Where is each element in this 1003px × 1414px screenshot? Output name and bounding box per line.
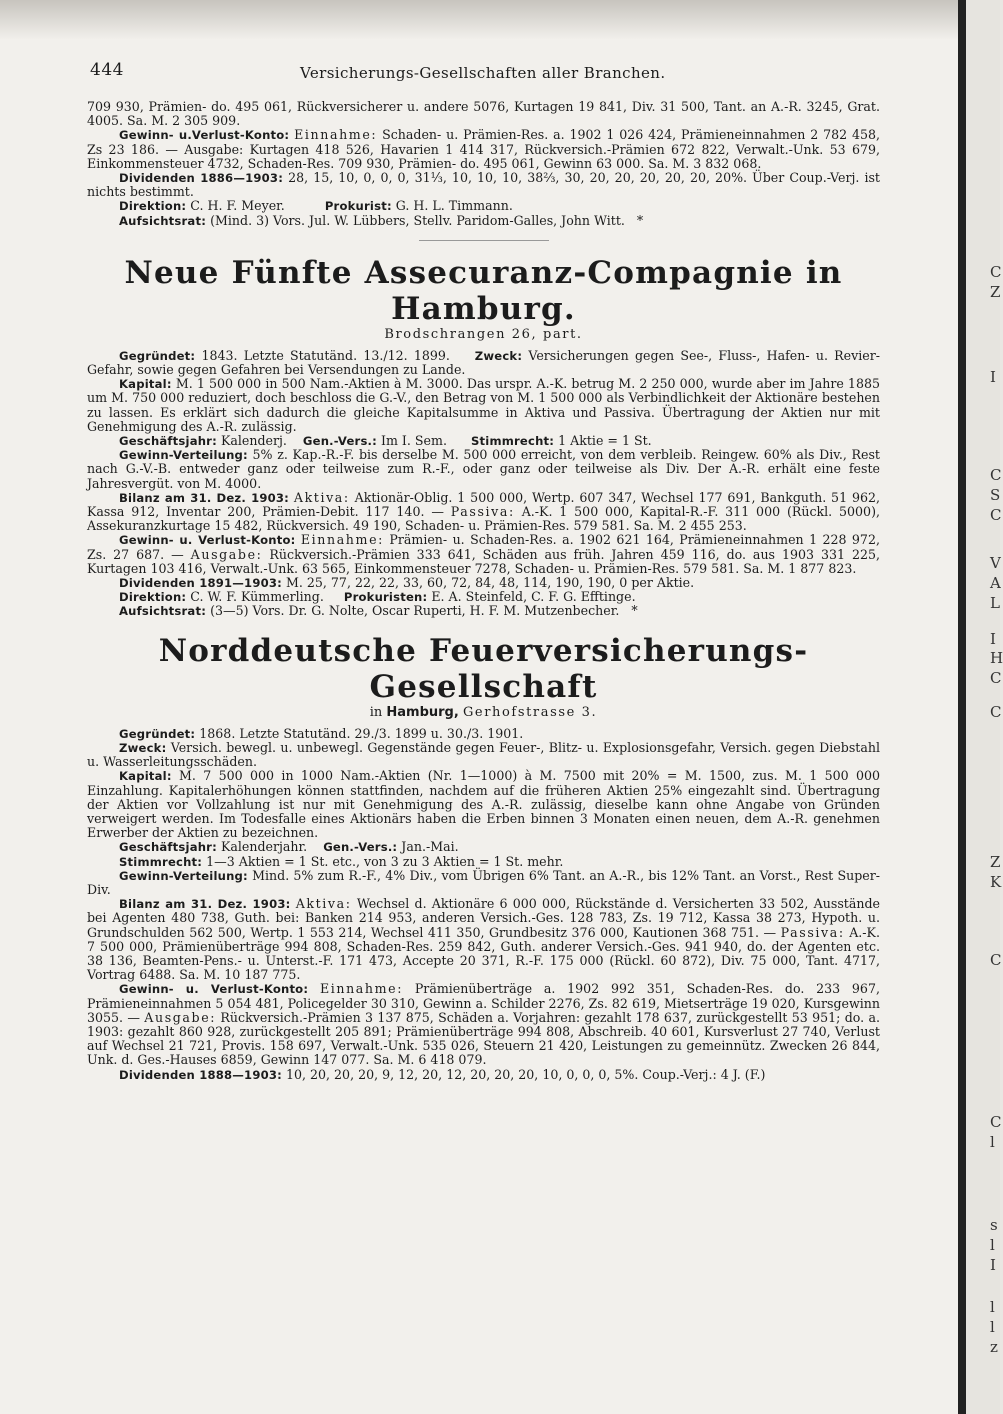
- company-title: Norddeutsche Feuerversicherungs-Gesellschaft: [158, 632, 809, 705]
- genvers-label: Gen.-Vers.:: [302, 434, 377, 449]
- stimmrecht-label: Stimmrecht:: [119, 854, 203, 869]
- city-name: Hamburg,: [386, 704, 459, 720]
- company-entry-neue-fuenfte: [87, 255, 880, 619]
- geschaeftsjahr-text: Kalenderj.: [220, 433, 287, 449]
- direktion-paragraph: [87, 590, 880, 604]
- bilanz-paragraph: [87, 491, 880, 534]
- genvers-text: Jan.-Mai.: [401, 839, 459, 855]
- gegruendet-paragraph: [87, 727, 880, 741]
- previous-entry-continuation: [87, 100, 880, 228]
- address-text: Brodschrangen 26, part.: [384, 326, 583, 342]
- margin-fragment: C: [990, 669, 1002, 687]
- einnahme-text: Prämien- u. Schaden-Res. a. 1902 621 164, Prämieneinnahmen 1 228 972, Zs. 27 687. —: [87, 532, 880, 562]
- prokurist-text: G. H. L. Timmann.: [395, 198, 513, 214]
- passiva-label: Passiva:: [780, 924, 845, 940]
- margin-fragment: l: [990, 1318, 995, 1336]
- aufsichtsrat-paragraph: [87, 214, 880, 228]
- gewinnverteilung-label: Gewinn-Verteilung:: [119, 448, 248, 463]
- company-title: Neue Fünfte Assecuranz-Compagnie in Hamburg.: [124, 254, 843, 327]
- kapital-paragraph: [87, 769, 880, 840]
- margin-fragment: C: [990, 506, 1002, 524]
- gegruendet-text: 1843. Letzte Statutänd. 13./12. 1899.: [201, 347, 450, 363]
- entry-end-star: *: [636, 212, 644, 228]
- zweck-label: Zweck:: [119, 740, 167, 755]
- aufsichtsrat-text: (3—5) Vors. Dr. G. Nolte, Oscar Ruperti, H. F. M. Mutzenbecher.: [210, 603, 620, 619]
- direktion-text: C. H. F. Meyer.: [190, 198, 285, 214]
- gegruendet-paragraph: [87, 349, 880, 377]
- gegruendet-text: 1868. Letzte Statutänd. 29./3. 1899 u. 30./3. 1901.: [199, 725, 524, 741]
- section-spacer: [87, 619, 880, 633]
- genvers-text: Im I. Sem.: [381, 433, 447, 449]
- running-header: Versicherungs-Gesellschaften aller Branchen.: [300, 64, 666, 82]
- margin-fragment: L: [990, 594, 1000, 612]
- aufsichtsrat-label: Aufsichtsrat:: [119, 604, 207, 619]
- aktiva-label: Aktiva:: [293, 489, 350, 505]
- zweck-paragraph: [87, 741, 880, 769]
- direktion-paragraph: [87, 199, 880, 213]
- aktiva-text: Wechsel d. Aktionäre 6 000 000, Rückstände d. Versicherten 33 502, Ausstände bei Agenten 480 738, Guth. bei: Banken 214 953, anderen Versich.-Ges. 128 783, Zs. 19 712, Kassa 38 273, Hypoth. u. Grundschulden 562 500, Wertp. 1 553 214, Wechsel 411 350, Grundbesitz 376 000, Kautionen 368 751. —: [87, 896, 880, 940]
- margin-fragment: S: [990, 486, 1001, 504]
- passiva-label: Passiva:: [450, 504, 515, 520]
- dividenden-text: 28, 15, 10, 0, 0, 0, 31⅓, 10, 10, 10, 38⅔, 30, 20, 20, 20, 20, 20, 20%. Über Coup.-Verj. ist nichts bestimmt.: [87, 170, 880, 200]
- ausgabe-text: Rückversich.-Prämien 333 641, Schäden aus früh. Jahren 459 116, do. aus 1903 331 225, Kurtagen 103 416, Verwalt.-Unk. 63 565, Einkommensteuer 7278, Schaden- u. Prämien-Res. 579 581. Sa. M. 1 877 823.: [87, 546, 880, 576]
- prokurist-label: Prokurist:: [324, 199, 392, 214]
- facing-page-edge: [966, 0, 1003, 1414]
- dividenden-label: Dividenden 1886—1903:: [119, 171, 284, 186]
- margin-fragment: l: [990, 1236, 995, 1254]
- kapital-label: Kapital:: [119, 377, 172, 392]
- geschaeftsjahr-text: Kalenderjahr.: [220, 839, 308, 855]
- gegruendet-label: Gegründet:: [119, 348, 196, 363]
- gewinn-verlust-paragraph: [87, 128, 880, 171]
- section-divider: [419, 240, 549, 241]
- stimmrecht-label: Stimmrecht:: [470, 434, 555, 449]
- ausgabe-label: Ausgabe:: [144, 1009, 217, 1025]
- company-location: [87, 705, 880, 721]
- zweck-label: Zweck:: [474, 348, 523, 363]
- gewinn-verlust-label: Gewinn- u.Verlust-Konto:: [119, 128, 290, 143]
- geschaeftsjahr-label: Geschäftsjahr:: [119, 840, 217, 855]
- margin-fragment: Z: [990, 283, 1001, 301]
- company-address: [87, 327, 880, 343]
- continuation-text: 709 930, Prämien- do. 495 061, Rückversicherer u. andere 5076, Kurtagen 19 841, Div. 31 500, Tant. an A.-R. 3245, Grat. 4005. Sa. M. 2 305 909.: [87, 99, 880, 129]
- aufsichtsrat-text: (Mind. 3) Vors. Jul. W. Lübbers, Stellv. Paridom-Galles, John Witt.: [210, 212, 625, 228]
- zweck-text: Versich. bewegl. u. unbewegl. Gegenstände gegen Feuer-, Blitz- u. Explosionsgefahr, Versich. gegen Diebstahl u. Wasserleitungsschäden.: [87, 739, 880, 770]
- prokuristen-label: Prokuristen:: [343, 590, 428, 605]
- genvers-label: Gen.-Vers.:: [323, 840, 398, 855]
- book-gutter: [958, 0, 966, 1414]
- aktiva-label: Aktiva:: [295, 896, 352, 912]
- margin-fragment: Z: [990, 853, 1001, 871]
- kapital-paragraph: [87, 377, 880, 434]
- kapital-text: M. 7 500 000 in 1000 Nam.-Aktien (Nr. 1—1000) à M. 7500 mit 20% = M. 1500, zus. M. 1 500 000 Einzahlung. Kapitalerhöhungen können stattfinden, nachdem auf die früheren Aktien 25% eingezahlt sind. Übertragung der Aktien vor Vollzahlung ist nur mit Genehmigung des A.-R. zulässig, dieselbe kann ohne Angabe von Gründen verweigert werden. Im Todesfalle eines Aktionärs haben die Erben binnen 3 Monaten einen neuen, dem A.-R. genehmen Erwerber der Aktien zu bezeichnen.: [87, 768, 880, 841]
- ausgabe-text: Rückversich.-Prämien 3 137 875, Schäden a. Vorjahren: gezahlt 178 637, zurückgestellt 53 951; do. a. 1903: gezahlt 860 928, zurückgestellt 205 891; Prämienüberträge 994 808, Abschreib. 40 601, Kursverlust 27 740, Verlust auf Wechsel 21 721, Provis. 158 697, Verwalt.-Unk. 535 026, Steuern 21 420, Leistungen zu gemeinnütz. Zwecken 26 844, Unk. d. Ges.-Hauses 6859, Gewinn 147 077. Sa. M. 6 418 079.: [87, 1009, 880, 1068]
- margin-fragment: C: [990, 951, 1002, 969]
- dividenden-label: Dividenden 1891—1903:: [119, 576, 282, 591]
- margin-fragment: l: [990, 1298, 995, 1316]
- margin-fragment: C: [990, 703, 1002, 721]
- bilanz-label: Bilanz am 31. Dez. 1903:: [119, 897, 291, 912]
- gewinn-verlust-paragraph: [87, 533, 880, 576]
- margin-fragment: V: [990, 554, 1001, 572]
- dividenden-paragraph: [87, 576, 880, 590]
- margin-fragment: I: [990, 1256, 996, 1274]
- einnahme-label: Einnahme:: [294, 127, 378, 143]
- stimmrecht-paragraph: [87, 855, 880, 869]
- gewinn-verlust-paragraph: [87, 982, 880, 1067]
- aufsichtsrat-paragraph: [87, 604, 880, 618]
- zweck-text: Versicherungen gegen See-, Fluss-, Hafen- u. Revier-Gefahr, sowie gegen Gefahren bei Versendungen zu Lande.: [87, 347, 880, 378]
- stimmrecht-text: 1 Aktie = 1 St.: [558, 433, 652, 449]
- address-text: Gerhofstrasse 3.: [462, 704, 598, 720]
- margin-fragment: C: [990, 1113, 1002, 1131]
- bilanz-paragraph: [87, 897, 880, 982]
- margin-fragment: C: [990, 263, 1002, 281]
- margin-fragment: s: [990, 1216, 998, 1234]
- gewinnverteilung-paragraph: [87, 448, 880, 491]
- direktion-text: C. W. F. Kümmerling.: [190, 589, 324, 605]
- margin-fragment: C: [990, 466, 1002, 484]
- entry-end-star: *: [631, 603, 638, 619]
- einnahme-label: Einnahme:: [300, 532, 384, 548]
- page-number: 444: [90, 60, 124, 80]
- dividenden-label: Dividenden 1888—1903:: [119, 1067, 282, 1082]
- einnahme-label: Einnahme:: [319, 981, 404, 997]
- dividenden-paragraph: [87, 171, 880, 199]
- margin-fragment: z: [990, 1338, 998, 1356]
- geschaeftsjahr-paragraph: [87, 434, 880, 448]
- margin-fragment: I: [990, 368, 996, 386]
- in-word: in: [369, 704, 383, 720]
- stimmrecht-text: 1—3 Aktien = 1 St. etc., von 3 zu 3 Aktien = 1 St. mehr.: [206, 853, 564, 869]
- bilanz-label: Bilanz am 31. Dez. 1903:: [119, 490, 289, 505]
- kapital-label: Kapital:: [119, 769, 172, 784]
- gewinn-verlust-label: Gewinn- u. Verlust-Konto:: [119, 982, 309, 997]
- gewinn-verlust-label: Gewinn- u. Verlust-Konto:: [119, 533, 296, 548]
- gewinnverteilung-text: 5% z. Kap.-R.-F. bis derselbe M. 500 000 erreicht, von dem verbleib. Reingew. 60% als Div., Rest nach G.-V.-B. entweder ganz oder teilweise zum R.-F., oder ganz oder teilweise als Div. Der A.-R. erhält eine feste Jahresvergüt. von M. 4000.: [87, 447, 880, 491]
- margin-fragment: A: [990, 574, 1001, 592]
- dividenden-paragraph: [87, 1068, 880, 1082]
- aktiva-text: Aktionär-Oblig. 1 500 000, Wertp. 607 347, Wechsel 177 691, Bankguth. 51 962, Kassa 912, Inventar 200, Prämien-Debit. 117 140. —: [87, 489, 880, 520]
- gewinnverteilung-paragraph: [87, 869, 880, 897]
- ausgabe-label: Ausgabe:: [190, 546, 263, 562]
- passiva-text: A.-K. 1 500 000, Kapital-R.-F. 311 000 (Rückl. 5000), Assekuranzkurtage 15 482, Rückversich. 49 190, Schaden- u. Prämien-Res. 579 581. Sa. M. 2 455 253.: [87, 504, 880, 534]
- prokuristen-text: E. A. Steinfeld, C. F. G. Efftinge.: [431, 589, 636, 605]
- geschaeftsjahr-paragraph: [87, 840, 880, 854]
- gegruendet-label: Gegründet:: [119, 726, 196, 741]
- geschaeftsjahr-label: Geschäftsjahr:: [119, 434, 217, 449]
- margin-fragment: H: [990, 649, 1003, 667]
- page-content: [87, 100, 880, 1082]
- company-entry-norddeutsche: [87, 633, 880, 1082]
- einnahme-text: Prämienüberträge a. 1902 992 351, Schaden-Res. do. 233 967, Prämieneinnahmen 5 054 481, Policegelder 30 310, Gewinn a. Schilder 2276, Zs. 82 619, Mietserträge 19 020, Kursgewinn 3055. —: [87, 981, 880, 1025]
- margin-fragment: I: [990, 630, 996, 648]
- gewinnverteilung-label: Gewinn-Verteilung:: [119, 868, 248, 883]
- direktion-label: Direktion:: [119, 199, 187, 214]
- gewinn-verlust-text: Schaden- u. Prämien-Res. a. 1902 1 026 424, Prämieneinnahmen 2 782 458, Zs 23 186. — Ausgabe: Kurtagen 418 526, Havarien 1 414 317, Rückversich.-Prämien 672 822, Verwalt.-Unk. 53 679, Einkommensteuer 4732, Schaden-Res. 709 930, Prämien- do. 495 061, Gewinn 63 000. Sa. M. 3 832 068.: [87, 127, 880, 171]
- direktion-label: Direktion:: [119, 590, 187, 605]
- margin-fragment: K: [990, 873, 1002, 891]
- gewinnverteilung-text: Mind. 5% zum R.-F., 4% Div., vom Übrigen 6% Tant. an A.-R., bis 12% Tant. an Vorst., Rest Super-Div.: [87, 867, 880, 897]
- margin-fragment: l: [990, 1133, 995, 1151]
- aufsichtsrat-label: Aufsichtsrat:: [119, 213, 207, 228]
- dividenden-text: M. 25, 77, 22, 22, 33, 60, 72, 84, 48, 114, 190, 190, 0 per Aktie.: [285, 575, 695, 591]
- passiva-text: A.-K. 7 500 000, Prämienüberträge 994 808, Schaden-Res. 259 842, Guth. anderer Versich.-Ges. 941 940, do. der Agenten etc. 38 136, Beamten-Pens.- u. Unterst.-F. 171 473, Accepte 20 371, R.-F. 175 000 (Rückl. 60 872), Div. 75 000, Tant. 4717, Vortrag 6488. Sa. M. 10 187 775.: [87, 924, 880, 983]
- kapital-text: M. 1 500 000 in 500 Nam.-Aktien à M. 3000. Das urspr. A.-K. betrug M. 2 250 000, wurde aber im Jahre 1885 um M. 750 000 reduziert, doch beschloss die G.-V., den Betrag von M. 1 500 000 als Verbindlichkeit der Aktionäre bestehen zu lassen. Es erklärt sich dadurch die gleiche Kapitalsumme in Aktiva und Passiva. Übertragung der Aktien nur mit Genehmigung des A.-R. zulässig.: [87, 376, 880, 434]
- dividenden-text: 10, 20, 20, 20, 9, 12, 20, 12, 20, 20, 20, 10, 0, 0, 0, 5%. Coup.-Verj.: 4 J. (F.): [285, 1066, 766, 1082]
